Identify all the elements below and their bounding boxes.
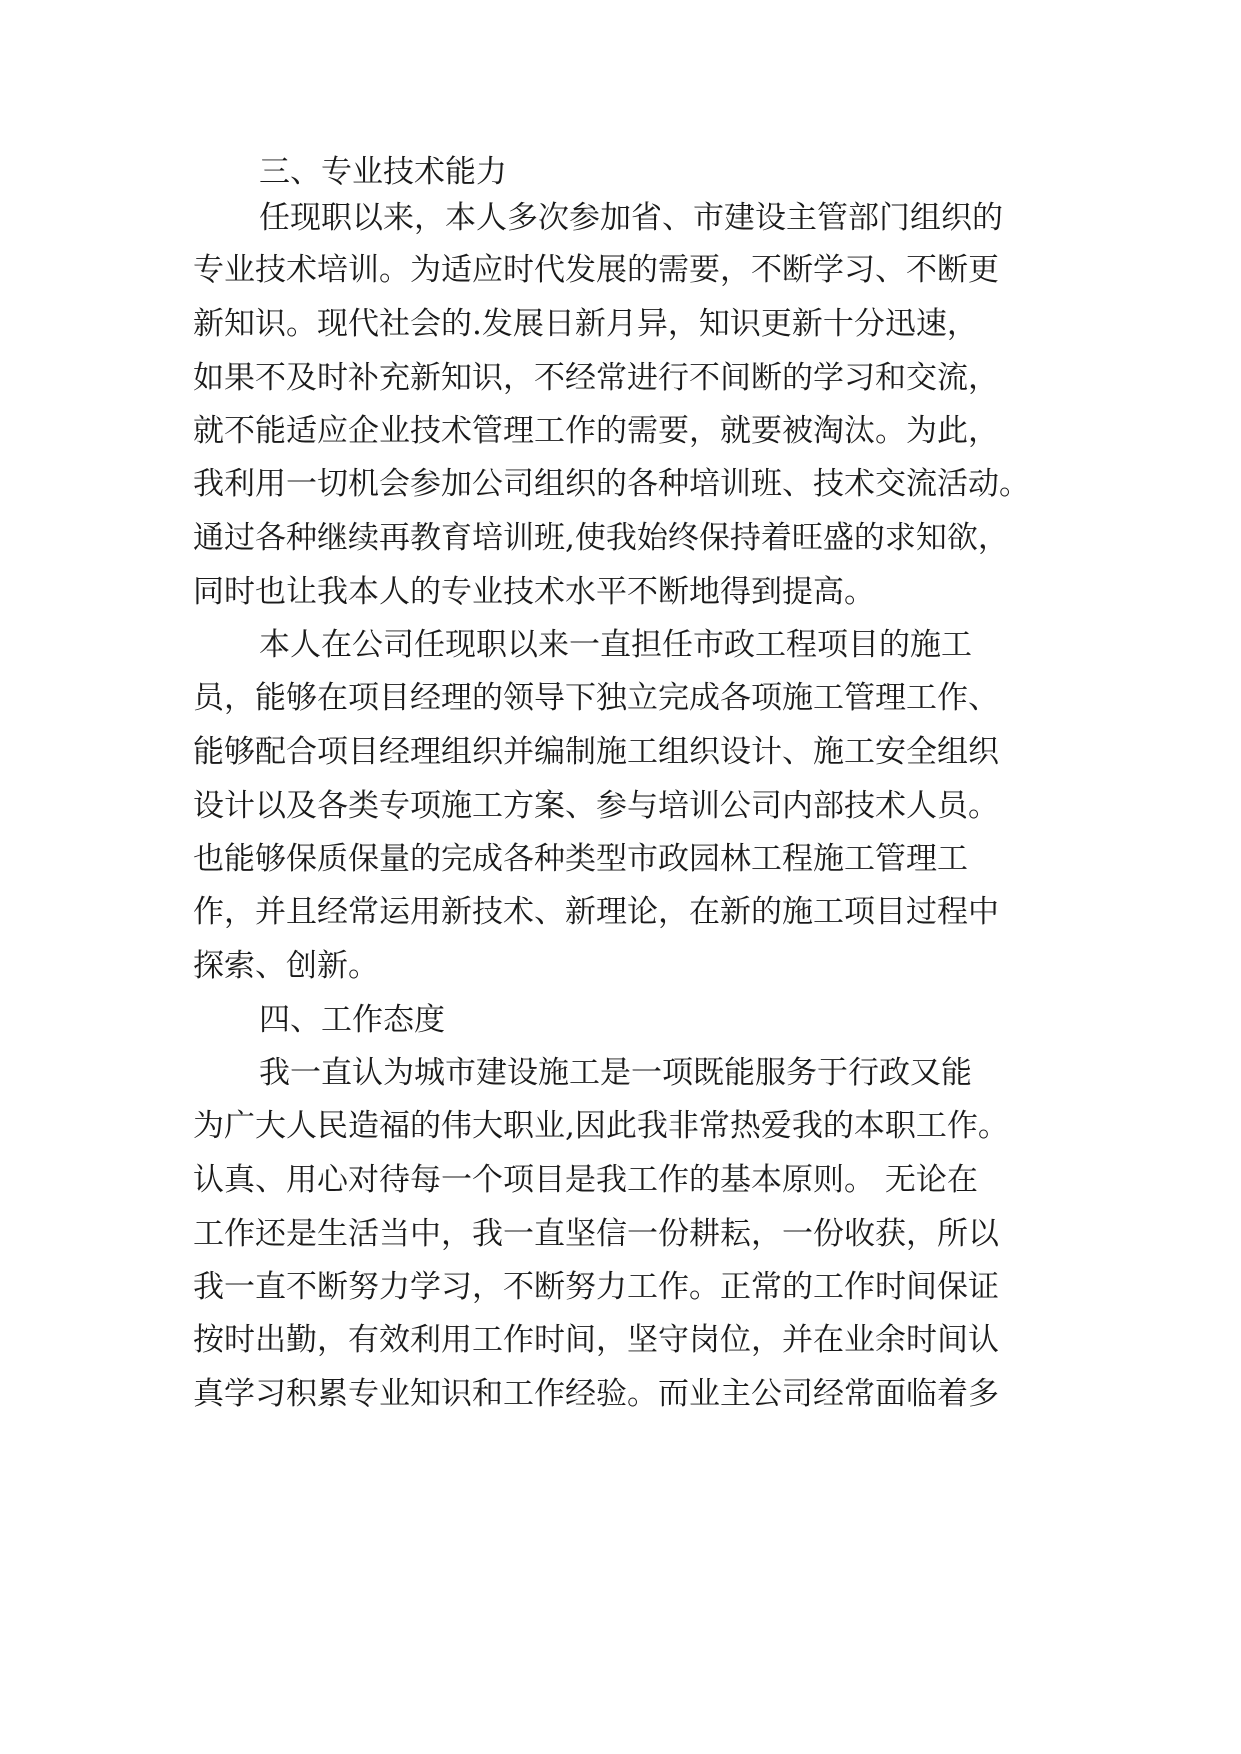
text-line: 也能够保质保量的完成各种类型市政园林工程施工管理工 <box>193 841 968 877</box>
text-line: 通过各种继续再教育培训班,使我始终保持着旺盛的求知欲， <box>193 520 1009 556</box>
text-line: 新知识。现代社会的.发展日新月异，知识更新十分迅速， <box>193 306 978 342</box>
text-line: 我一直不断努力学习，不断努力工作。正常的工作时间保证 <box>193 1269 999 1305</box>
text-line: 就不能适应企业技术管理工作的需要，就要被淘汰。为此， <box>193 413 999 449</box>
section-heading: 四、工作态度 <box>259 1002 445 1038</box>
text-line: 我一直认为城市建设施工是一项既能服务于行政又能 <box>259 1055 972 1091</box>
text-line: 真学习积累专业知识和工作经验。而业主公司经常面临着多 <box>193 1376 999 1412</box>
text-line: 探索、创新。 <box>193 948 379 984</box>
text-line: 认真、用心对待每一个项目是我工作的基本原则。 无论在 <box>193 1162 978 1198</box>
text-line: 我利用一切机会参加公司组织的各种培训班、技术交流活动。 <box>193 466 1030 502</box>
text-line: 如果不及时补充新知识，不经常进行不间断的学习和交流， <box>193 360 999 396</box>
text-line: 专业技术培训。为适应时代发展的需要，不断学习、不断更 <box>193 252 999 288</box>
text-line: 任现职以来，本人多次参加省、市建设主管部门组织的 <box>259 200 1003 236</box>
text-line: 作，并且经常运用新技术、新理论，在新的施工项目过程中 <box>193 894 999 930</box>
section-heading: 三、专业技术能力 <box>259 154 507 190</box>
text-line: 本人在公司任现职以来一直担任市政工程项目的施工 <box>259 627 972 663</box>
text-line: 员，能够在项目经理的领导下独立完成各项施工管理工作、 <box>193 680 999 716</box>
text-line: 设计以及各类专项施工方案、参与培训公司内部技术人员。 <box>193 788 999 824</box>
text-line: 同时也让我本人的专业技术水平不断地得到提高。 <box>193 574 875 610</box>
text-line: 能够配合项目经理组织并编制施工组织设计、施工安全组织 <box>193 734 999 770</box>
text-line: 为广大人民造福的伟大职业,因此我非常热爱我的本职工作。 <box>193 1108 1009 1144</box>
text-line: 按时出勤，有效利用工作时间，坚守岗位，并在业余时间认 <box>193 1322 999 1358</box>
text-line: 工作还是生活当中，我一直坚信一份耕耘，一份收获，所以 <box>193 1216 999 1252</box>
